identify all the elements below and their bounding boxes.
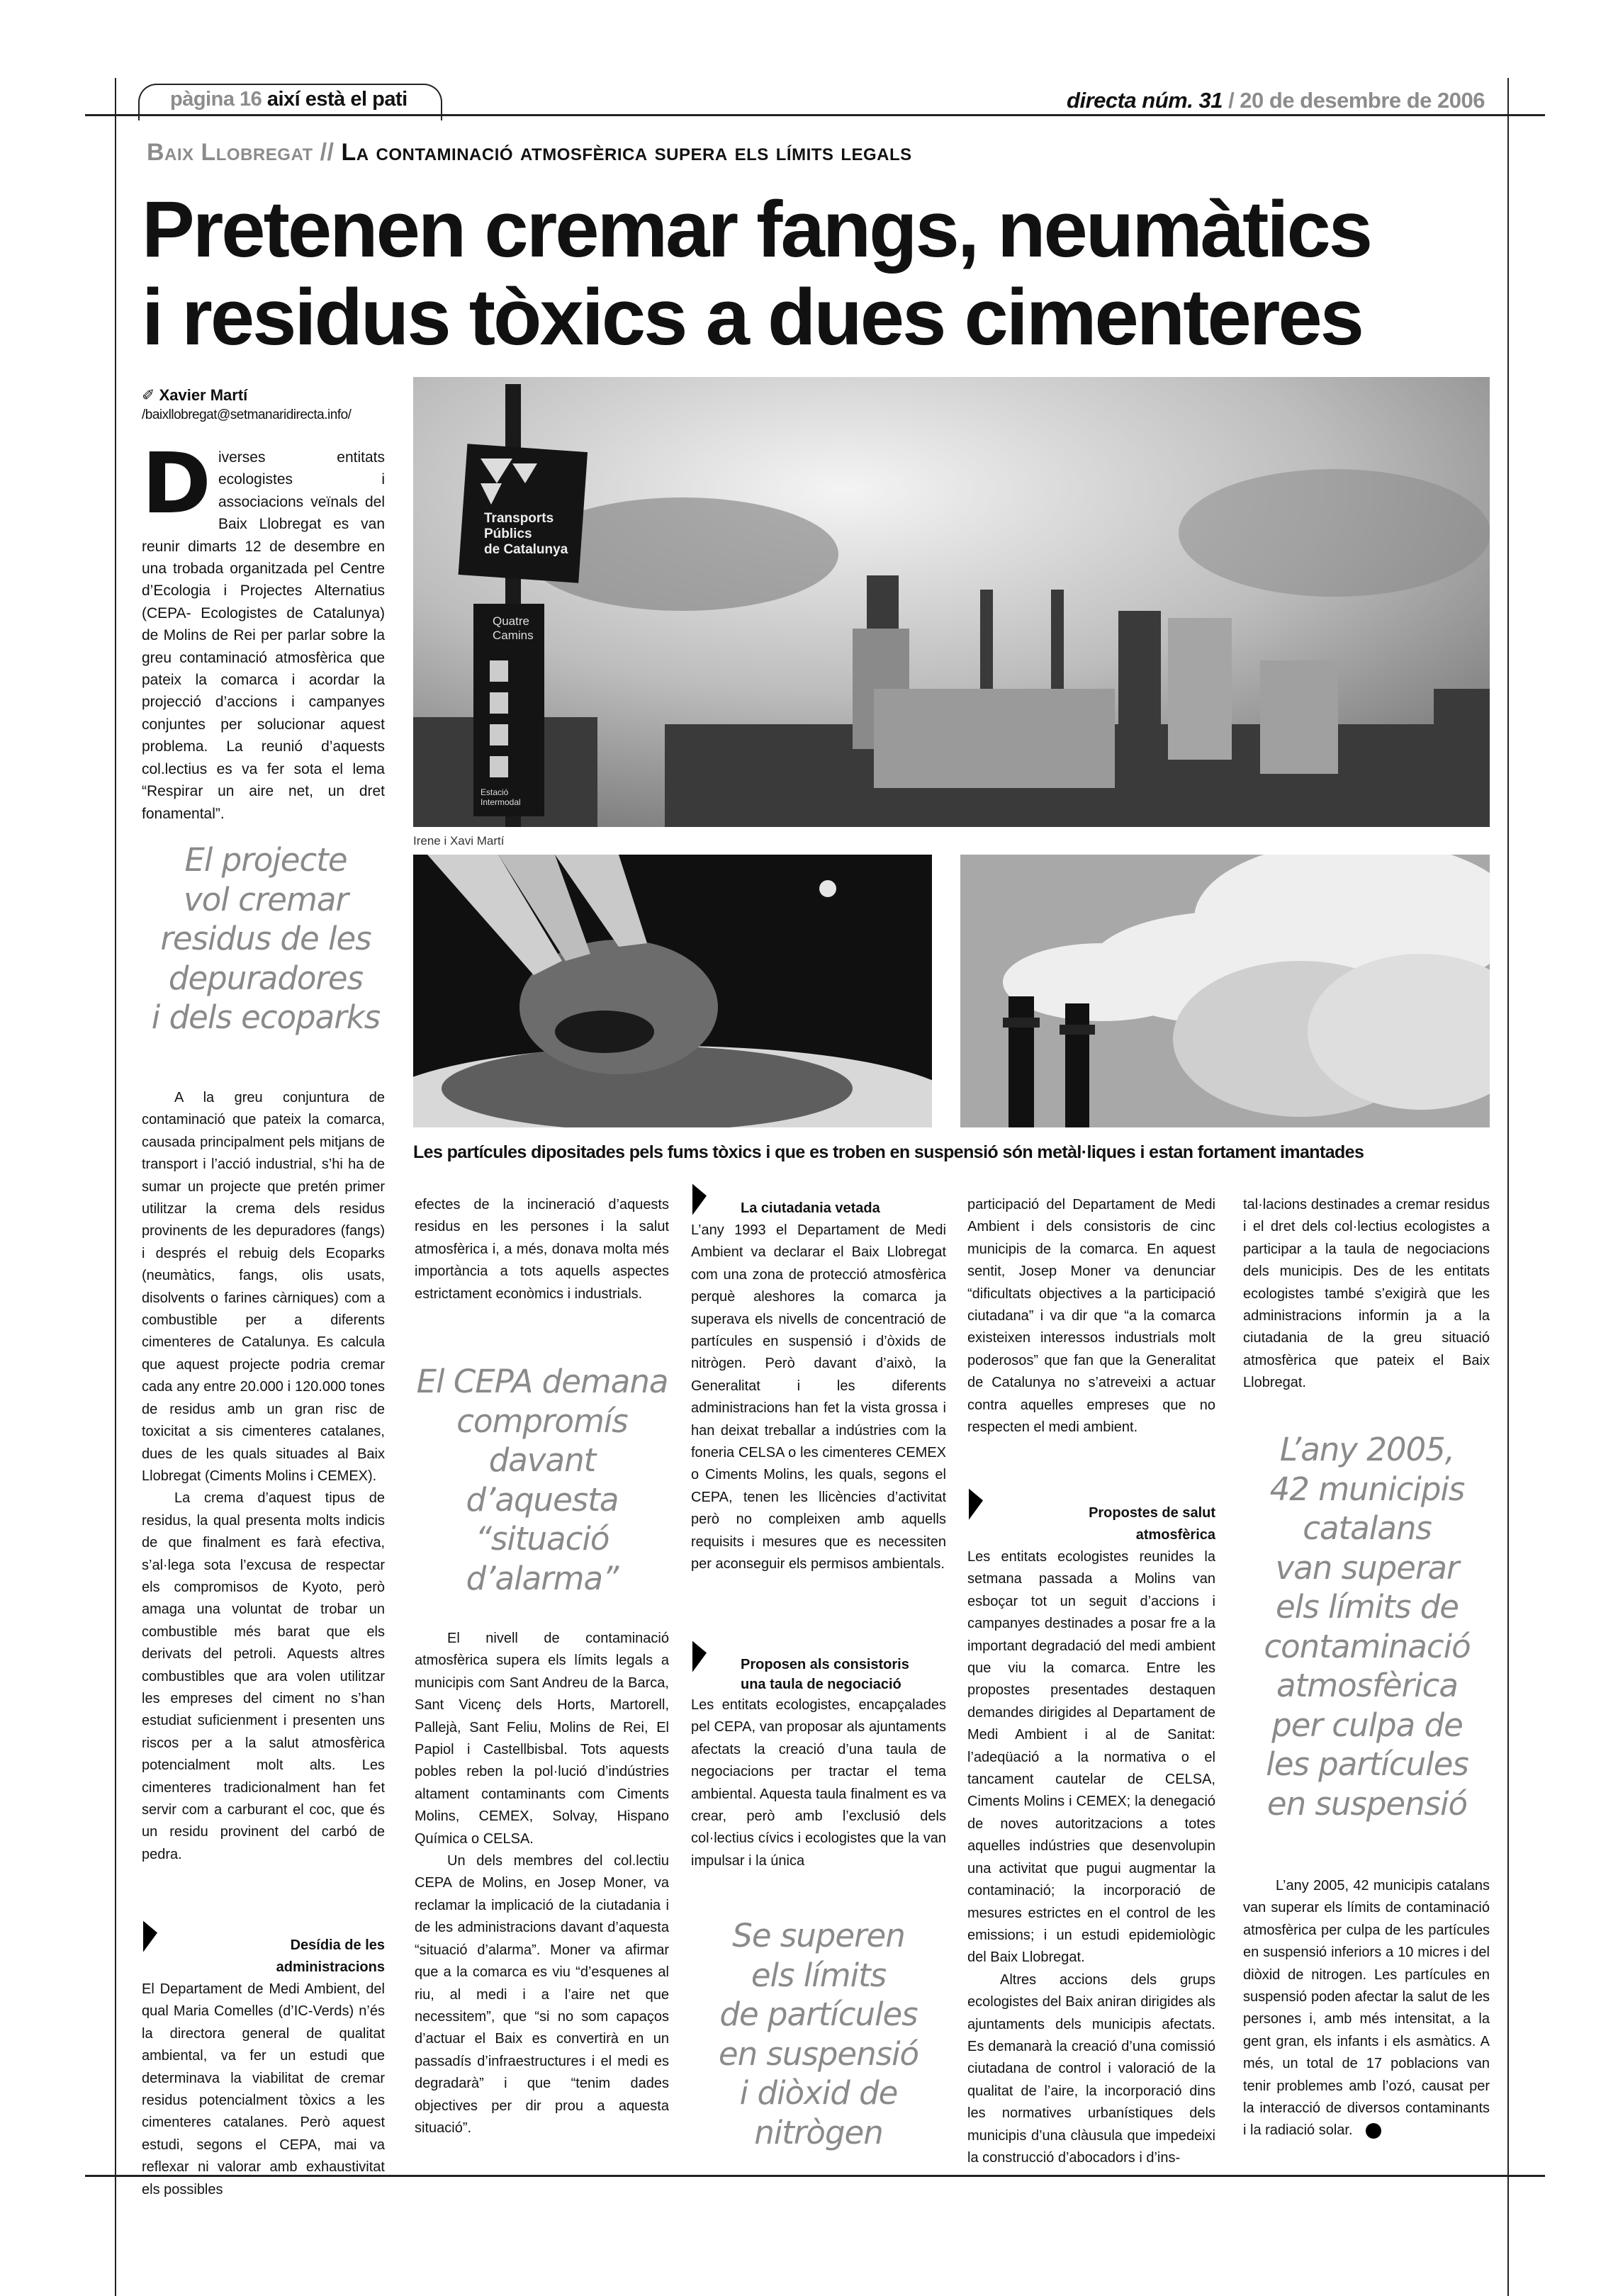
particles-photo: [413, 855, 932, 1127]
pullquote-line: van superar: [1275, 1548, 1459, 1587]
sign-text: Públics: [484, 527, 532, 541]
pullquote-line: catalans: [1303, 1509, 1432, 1547]
section-heading: [691, 1198, 946, 1220]
intro-text: iverses entitats ecologistes i associacions veïnals del Baix Llobregat es van reunir dimarts 12 de desembre en una trobada organitzada pel Centre d’Ecologia i Projectes Alternatius (CEPA- Ecologistes de Catalunya) de Molins de Rei per parlar sobre la greu contaminació atmosfèrica que pateix la comarca i acordar la projecció d’accions i campanyes conjuntes per solucionar aquest problema. La reunió d’aquests col.lectius es va fer sota el lema “Respirar un aire net, un dret fonamental”.: [142, 449, 385, 822]
body-paragraph: Altres accions dels grups ecologistes del Baix aniran dirigides als ajuntaments dels municipis afectats. Es demanarà la creació d’una comissió ciutadana de control i valoració de la qualitat de l’aire, la incorporació dins les normatives urbanístiques dels municipis d’una clàusula que impedeixi la construcció d’abocadors i d’ins-: [967, 1971, 1215, 2166]
body-paragraph: Un dels membres del col.lectiu CEPA de Molins, en Josep Moner, va reclamar la implicació de la ciutadania i de les administracions davant d’aquesta “situació d’alarma”. Moner va afirmar que a la comarca es viu “d’esquenes al riu, al medi i a l’aire net que necessitem”, que “si no som capaços d’actuar el Baix es convertirà en un passadís d’infraestructures i el medi es degradarà” i que “tenim dades objectives per dir prou a aquesta situació”.: [415, 1853, 669, 2136]
pullquote-line: i dels ecoparks: [151, 998, 381, 1036]
pullquote-1: [135, 840, 397, 1037]
headline-line-2: i residus tòxics a dues cimenteres: [142, 273, 1362, 361]
photo-caption: Les partícules dipositades pels fums tòxics i que es troben en suspensió són metàl·liques i estan fortament imantades: [413, 1142, 1364, 1162]
page-header-left: [170, 88, 408, 111]
pullquote-line: d’alarma”: [466, 1559, 619, 1597]
sign-bottom: Estació: [481, 787, 509, 797]
pullquote-line: les partícules: [1266, 1745, 1468, 1783]
section-heading: [691, 1655, 946, 1694]
section-heading: [142, 1935, 385, 1979]
column-5-continued: [1243, 1875, 1490, 2142]
right-margin-rule: [1507, 78, 1509, 2296]
pullquote-line: atmosfèrica: [1276, 1667, 1458, 1704]
triangle-bullet-icon: [692, 1637, 707, 1672]
photo-credit: Irene i Xavi Martí: [413, 834, 505, 848]
pullquote-line: residus de les: [160, 920, 371, 957]
pullquote-line: Se superen: [732, 1917, 905, 1954]
section-name: així està el pati: [266, 88, 408, 111]
pullquote-line: i diòxid de: [739, 2074, 898, 2112]
pullquote-line: davant: [488, 1441, 596, 1479]
column-5: [1243, 1194, 1490, 1395]
column-4-section: [967, 1502, 1215, 2169]
body-text: L’any 2005, 42 municipis catalans van superar els límits de contaminació atmosfèrica per culpa de les partícules en suspensió inferiors a 10 micres i del diòxid de nitrogen. Les partícules en suspensió poden afectar la salut de les persones i, amb més intensitat, a la gent gran, els infants i els asmàtics. A més, un total de 17 poblacions van tenir problemes amb l’ozó, causat per la interacció de diversos contaminants i la radiació solar.: [1243, 1878, 1490, 2139]
kicker-topic: La contaminació atmosfèrica supera els límits legals: [341, 139, 912, 166]
column-4: [967, 1194, 1215, 1439]
triangle-bullet-icon: [143, 1917, 157, 1952]
sign-station: Camins: [493, 629, 534, 642]
body-paragraph: La crema d’aquest tipus de residus, la qual presenta molts indicis de que finalment es farà efectiva, s’al·lega sota l’excusa de respectar els compromisos de Kyoto, però amaga una voluntat de trobar un combustible més barat que els derivats del petroli. Aquests altres combustibles que ara volen utilitzar les empreses del ciment no s’han estudiat suficienment i presenten uns riscos per a la salut atmosfèrica potencialment molt alts. Les cimenteres tradicionalment han fet servir com a carburant el coc, que és un residu provinent del carbó de pedra.: [142, 1490, 385, 1862]
body-paragraph: El nivell de contaminació atmosfèrica supera els límits legals a municipis com Sant Andreu de la Barca, Sant Vicenç dels Horts, Martorell, Pallejà, Sant Feliu, Molins de Rei, El Papiol i Castellbisbal. Tots aquests pobles reben la pol·lució d’indústries altament contaminants com Ciments Molins, CEMEX, Solvay, Hispano Química o CELSA.: [415, 1631, 669, 1847]
pullquote-line: per culpa de: [1271, 1706, 1463, 1744]
column-3-section: [691, 1655, 946, 1872]
triangle-bullet-icon: [692, 1180, 707, 1215]
pullquote-line: els límits de: [1276, 1588, 1459, 1626]
pullquote-line: en suspensió: [1266, 1784, 1468, 1823]
body-paragraph: Les entitats ecologistes, encapçalades pel CEPA, van proposar als ajuntaments afectats la creació d’una taula de negociacions per tractar el tema ambiental. Aquesta taula finalment es va crear, però amb l’exclusió dels col·lectius cívics i ecologistes que la van impulsar i la única: [691, 1697, 946, 1869]
pullquote-4: [1236, 1430, 1498, 1823]
pullquote-line: d’aquesta: [466, 1480, 619, 1519]
body-paragraph: participació del Departament de Medi Ambient i dels consistoris de cinc municipis de la comarca. En aquest sentit, Josep Moner va denunciar “dificultats objectives a la participació ciutadana” i va dir que “a la comarca existeixen interessos industrials molt poderosos” que fan que la Generalitat de Catalunya no s’atreveixi a actuar contra aquelles empreses que no respecten el medi ambient.: [967, 1197, 1215, 1436]
body-paragraph: Les entitats ecologistes reunides la setmana passada a Molins van esboçar tot un seguit d’accions i campanyes destinades a posar fre a la important degradació del medi ambient que viu la comarca. Entre les propostes presentades destaquen demandes dirigides al Departament de Medi Ambient i al de Sanitat: l’adeqüació a la normativa o el tancament cautelar de CELSA, Ciments Molins i CEMEX; la denegació de noves autoritzacions a totes aquelles indústries que desenvolupin una activitat que pugui augmentar la contaminació; la incorporació de mesures estrictes en el control de les emissions; i un estudi epidemiològic del Baix Llobregat.: [967, 1549, 1215, 1966]
column-1: [142, 1087, 385, 1866]
section-heading-text: una taula de negociació: [741, 1677, 901, 1692]
pullquote-line: 42 municipis: [1269, 1470, 1465, 1508]
pullquote-line: en suspensió: [718, 2035, 919, 2073]
pullquote-line: L’any 2005,: [1279, 1431, 1455, 1468]
intro-paragraph: [142, 434, 385, 825]
page-number: pàgina 16: [170, 88, 262, 111]
body-paragraph: tal·lacions destinades a cremar residus i el dret dels col·lectius ecologistes a participar a la taula de negociacions dels municipis. Des de les entitats ecologistes també s’exigirà que les administracions informin ja a la ciutadania de la greu situació atmosfèrica que pateix el Baix Llobregat.: [1243, 1197, 1490, 1391]
author-email[interactable]: /baixllobregat@setmanaridirecta.info/: [142, 407, 352, 422]
pullquote-line: depuradores: [168, 959, 364, 997]
pullquote-2: [408, 1362, 677, 1598]
author-name: Xavier Martí: [159, 386, 248, 404]
headline: [142, 186, 1371, 361]
headline-line-1: Pretenen cremar fangs, neumàtics: [142, 185, 1371, 274]
column-3: [691, 1198, 946, 1576]
kicker: [147, 139, 912, 167]
page-header-right: [1067, 88, 1485, 113]
byline: [142, 386, 247, 405]
body-paragraph: efectes de la incineració d’aquests residus en les persones i la salut atmosfèrica i, a més, donava molta més importància a tots aquells aspectes estrictament econòmics i industrials.: [415, 1197, 669, 1302]
body-paragraph: El Departament de Medi Ambient, del qual Maria Comelles (d’IC-Verds) n’és la directora general de qualitat ambiental, va fer un estudi que determinava la viabilitat de cremar residus potencialment tòxics a les cimenteres catalanes. Però aquest estudi, segons el CEPA, mai va reflexar ni valorar amb exhaustivitat els possibles: [142, 1981, 385, 2197]
pullquote-line: El CEPA demana: [416, 1363, 668, 1400]
sign-text: Transports: [484, 511, 554, 526]
pullquote-line: contaminació: [1264, 1627, 1471, 1665]
kicker-separator: //: [320, 139, 335, 166]
section-heading-text: Propostes de salut atmosfèrica: [1089, 1505, 1215, 1543]
sign-bottom: Intermodal: [481, 797, 521, 807]
pullquote-line: El projecte: [184, 841, 347, 879]
publication-issue: directa núm. 31: [1067, 88, 1223, 113]
pullquote-line: “situació: [475, 1520, 609, 1558]
pullquote-line: compromís: [456, 1402, 628, 1440]
pullquote-3: [684, 1916, 953, 2152]
smokestacks-photo: [960, 855, 1490, 1127]
drop-cap: D: [142, 434, 211, 532]
column-2-continued: [415, 1628, 669, 2139]
pen-icon: ✐: [142, 386, 155, 404]
svg-text:QuatreCamins: [493, 614, 534, 642]
body-paragraph: L’any 1993 el Departament de Medi Ambient va declarar el Baix Llobregat com una zona de protecció atmosfèrica perquè aleshores la comarca ja superava els nivells de concentració de partícules en suspensió i d’òxids de nitrògen. Però davant d’això, la Generalitat i les diferents administracions han fet la vista grossa i han deixat treballar a indústries com la foneria CELSA o les cimenteres CEMEX o Ciments Molins, les quals, segons el CEPA, tenen les llicències d’activitat però no compleixen amb aquells requisits i mesures que es necessiten per aconseguir els permisos ambientals.: [691, 1222, 946, 1572]
pullquote-line: els límits: [751, 1956, 887, 1994]
pullquote-line: vol cremar: [184, 880, 348, 918]
pullquote-line: de partícules: [719, 1996, 918, 2033]
kicker-region: Baix Llobregat: [147, 139, 313, 166]
sign-station: Quatre: [493, 614, 529, 628]
sign-text: de Catalunya: [484, 542, 568, 557]
column-1-section: [142, 1935, 385, 2201]
body-paragraph: [1243, 1875, 1490, 2142]
body-paragraph: A la greu conjuntura de contaminació que pateix la comarca, causada principalment pels mitjans de transport i l’acció industrial, s’hi ha de sumar un projecte que pretén primer utilitzar la crema dels residus provinents de les depuradores (fangs) i després el rebuig dels Ecoparks (neumàtics, fangs, olis usats, disolvents o farines càrniques) com a combustible per a diferents cimenteres de Catalunya. Es calcula que aquest projecte podria cremar cada any entre 20.000 i 120.000 tones de residus amb un gran risc de toxicitat a sis cimenteres catalanes, dues de les quals situades al Baix Llobregat (Ciments Molins i CEMEX).: [142, 1090, 385, 1484]
triangle-bullet-icon: [969, 1485, 983, 1519]
section-heading-text: La ciutadania vetada: [741, 1200, 880, 1216]
issue-date: / 20 de desembre de 2006: [1228, 88, 1485, 113]
end-of-article-icon: d: [1366, 2123, 1381, 2139]
left-margin-rule: [115, 78, 116, 2296]
section-heading: [967, 1502, 1215, 1546]
section-heading-text: Proposen als consistoris: [741, 1657, 909, 1672]
column-2: [415, 1194, 669, 1305]
pullquote-line: nitrògen: [754, 2113, 883, 2151]
factory-photo: [413, 377, 1490, 827]
section-heading-text: Desídia de les administracions: [276, 1937, 385, 1975]
